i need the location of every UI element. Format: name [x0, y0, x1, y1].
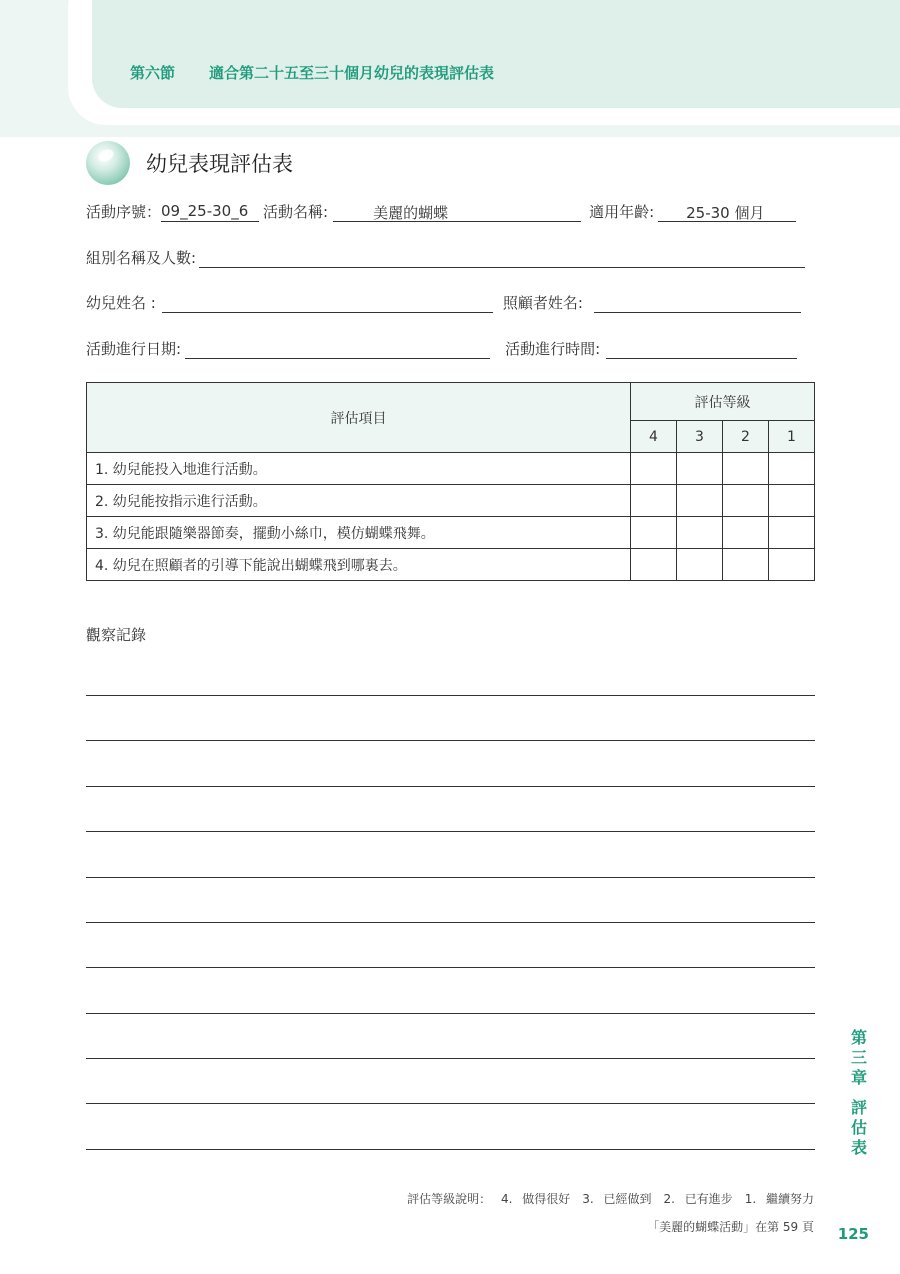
- grade-cell[interactable]: [769, 453, 815, 485]
- grade-cell[interactable]: [769, 517, 815, 549]
- grade-cell[interactable]: [723, 485, 769, 517]
- date-field[interactable]: [185, 339, 490, 359]
- observation-line[interactable]: [86, 877, 815, 878]
- table-row: [87, 549, 815, 581]
- field-row-names: [86, 291, 801, 313]
- item-column-header: 評估項目: [87, 383, 631, 453]
- field-row-group: [86, 246, 805, 268]
- activity-reference: 「美麗的蝴蝶活動」在第 59 頁: [647, 1220, 814, 1234]
- side-tab-char: 估: [850, 1118, 867, 1137]
- observation-line[interactable]: [86, 786, 815, 787]
- criterion-1: 1. 幼兒能投入地進行活動。: [87, 453, 631, 485]
- child-name-field[interactable]: [162, 293, 493, 313]
- date-label: 活動進行日期:: [86, 340, 182, 358]
- grade-cell[interactable]: [677, 517, 723, 549]
- group-label: 組別名稱及人數:: [86, 249, 197, 267]
- doc-title-block: [86, 140, 293, 186]
- observation-line[interactable]: [86, 1058, 815, 1059]
- child-name-label: 幼兒姓名 :: [86, 294, 156, 312]
- grade-cell[interactable]: [677, 549, 723, 581]
- section-title: 適合第二十五至三十個月幼兒的表現評估表: [209, 64, 495, 82]
- group-field[interactable]: [199, 248, 805, 268]
- observation-line[interactable]: [86, 1013, 815, 1014]
- table-row: [87, 453, 815, 485]
- activity-name-label: 活動名稱:: [263, 203, 329, 221]
- field-row-datetime: [86, 337, 797, 359]
- bubble-icon: [86, 141, 130, 185]
- table-row: [87, 485, 815, 517]
- grade-cell[interactable]: [769, 549, 815, 581]
- observation-line[interactable]: [86, 740, 815, 741]
- serial-field[interactable]: 09_25-30_6: [161, 202, 259, 222]
- side-tab-char: 評: [850, 1098, 867, 1117]
- grade-column-header: 評估等級: [631, 383, 815, 421]
- side-tab-chapter: [850, 1028, 868, 1088]
- observation-line[interactable]: [86, 967, 815, 968]
- criterion-4: 4. 幼兒在照顧者的引導下能說出蝴蝶飛到哪裏去。: [87, 549, 631, 581]
- grade-legend: 評估等級說明： 4. 做得很好 3. 已經做到 2. 已有進步 1. 繼續努力: [407, 1192, 814, 1206]
- side-tab-title: [850, 1098, 868, 1158]
- time-label: 活動進行時間:: [505, 340, 601, 358]
- carer-name-field[interactable]: [594, 293, 801, 313]
- criterion-2: 2. 幼兒能按指示進行活動。: [87, 485, 631, 517]
- table-header-row: [87, 383, 815, 421]
- grade-cell[interactable]: [723, 517, 769, 549]
- criterion-3: 3. 幼兒能跟隨樂器節奏，擺動小絲巾，模仿蝴蝶飛舞。: [87, 517, 631, 549]
- page-title: 幼兒表現評估表: [146, 152, 293, 176]
- serial-label: 活動序號：: [86, 203, 162, 221]
- grade-1-header: 1: [769, 421, 815, 453]
- evaluation-table: [86, 382, 815, 581]
- time-field[interactable]: [606, 339, 797, 359]
- observation-label: 觀察記錄: [86, 626, 147, 644]
- grade-cell[interactable]: [631, 549, 677, 581]
- observation-line[interactable]: [86, 695, 815, 696]
- carer-name-label: 照顧者姓名:: [502, 294, 583, 312]
- observation-line[interactable]: [86, 1103, 815, 1104]
- grade-cell[interactable]: [631, 485, 677, 517]
- side-tab-char: 第: [850, 1028, 867, 1047]
- table-row: [87, 517, 815, 549]
- age-field[interactable]: 25-30 個月: [658, 202, 796, 222]
- header-inner-panel: [92, 0, 900, 108]
- activity-name-field[interactable]: 美麗的蝴蝶: [333, 202, 581, 222]
- observation-line[interactable]: [86, 1149, 815, 1150]
- field-row-activity: [86, 200, 796, 222]
- grade-cell[interactable]: [723, 453, 769, 485]
- grade-cell[interactable]: [631, 517, 677, 549]
- grade-3-header: 3: [677, 421, 723, 453]
- running-header: [130, 62, 494, 83]
- observation-line[interactable]: [86, 922, 815, 923]
- side-tab-char: 章: [850, 1068, 867, 1087]
- page-number: 125: [837, 1225, 869, 1243]
- side-tab-char: 三: [850, 1048, 867, 1067]
- side-tab-char: 表: [850, 1138, 867, 1157]
- observation-line[interactable]: [86, 831, 815, 832]
- grade-4-header: 4: [631, 421, 677, 453]
- age-label: 適用年齡:: [589, 203, 655, 221]
- section-number: 第六節: [130, 64, 176, 82]
- grade-cell[interactable]: [769, 485, 815, 517]
- grade-2-header: 2: [723, 421, 769, 453]
- grade-cell[interactable]: [723, 549, 769, 581]
- grade-cell[interactable]: [631, 453, 677, 485]
- grade-cell[interactable]: [677, 485, 723, 517]
- grade-cell[interactable]: [677, 453, 723, 485]
